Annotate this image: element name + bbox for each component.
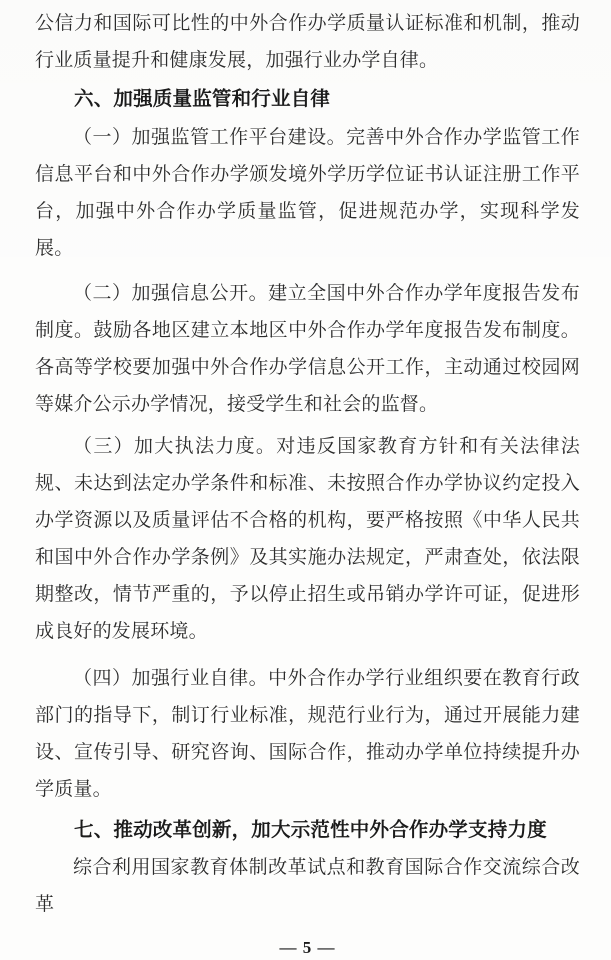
body-paragraph-3: （三）加大执法力度。对违反国家教育方针和有关法律法规、未达到法定办学条件和标准、未按照合作办学协议约定投入办学资源以及质量评估不合格的机构，要严格按照《中华人民共和国中外合作办学条例》及其实施办法规定，严肃查处，依法限期整改，情节严重的，予以停止招生或吊销办学许可证，促进形成良好的发展环境。	[35, 436, 580, 642]
section-heading-6: 六、加强质量监管和行业自律	[74, 88, 331, 110]
page-number: — 5 —	[279, 938, 336, 957]
body-paragraph-continuation: 公信力和国际可比性的中外合作办学质量认证标准和机制，推动行业质量提升和健康发展，加强行业办学自律。	[35, 13, 580, 71]
body-paragraph-5: 综合利用国家教育体制改革试点和教育国际合作交流综合改革	[35, 857, 580, 915]
body-paragraph-2: （二）加强信息公开。建立全国中外合作办学年度报告发布制度。鼓励各地区建立本地区中外合作办学年度报告发布制度。各高等学校要加强中外合作办学信息公开工作，主动通过校园网等媒介公示办学情况，接受学生和社会的监督。	[35, 283, 580, 415]
body-paragraph-1: （一）加强监管工作平台建设。完善中外合作办学监管工作信息平台和中外合作办学颁发境外学历学位证书认证注册工作平台，加强中外合作办学质量监管，促进规范办学，实现科学发展。	[35, 127, 580, 259]
body-paragraph-4: （四）加强行业自律。中外合作办学行业组织要在教育行政部门的指导下，制订行业标准，规范行业行为，通过开展能力建设、宣传引导、研究咨询、国际合作，推动办学单位持续提升办学质量。	[35, 668, 580, 800]
section-heading-7: 七、推动改革创新，加大示范性中外合作办学支持力度	[74, 819, 547, 841]
